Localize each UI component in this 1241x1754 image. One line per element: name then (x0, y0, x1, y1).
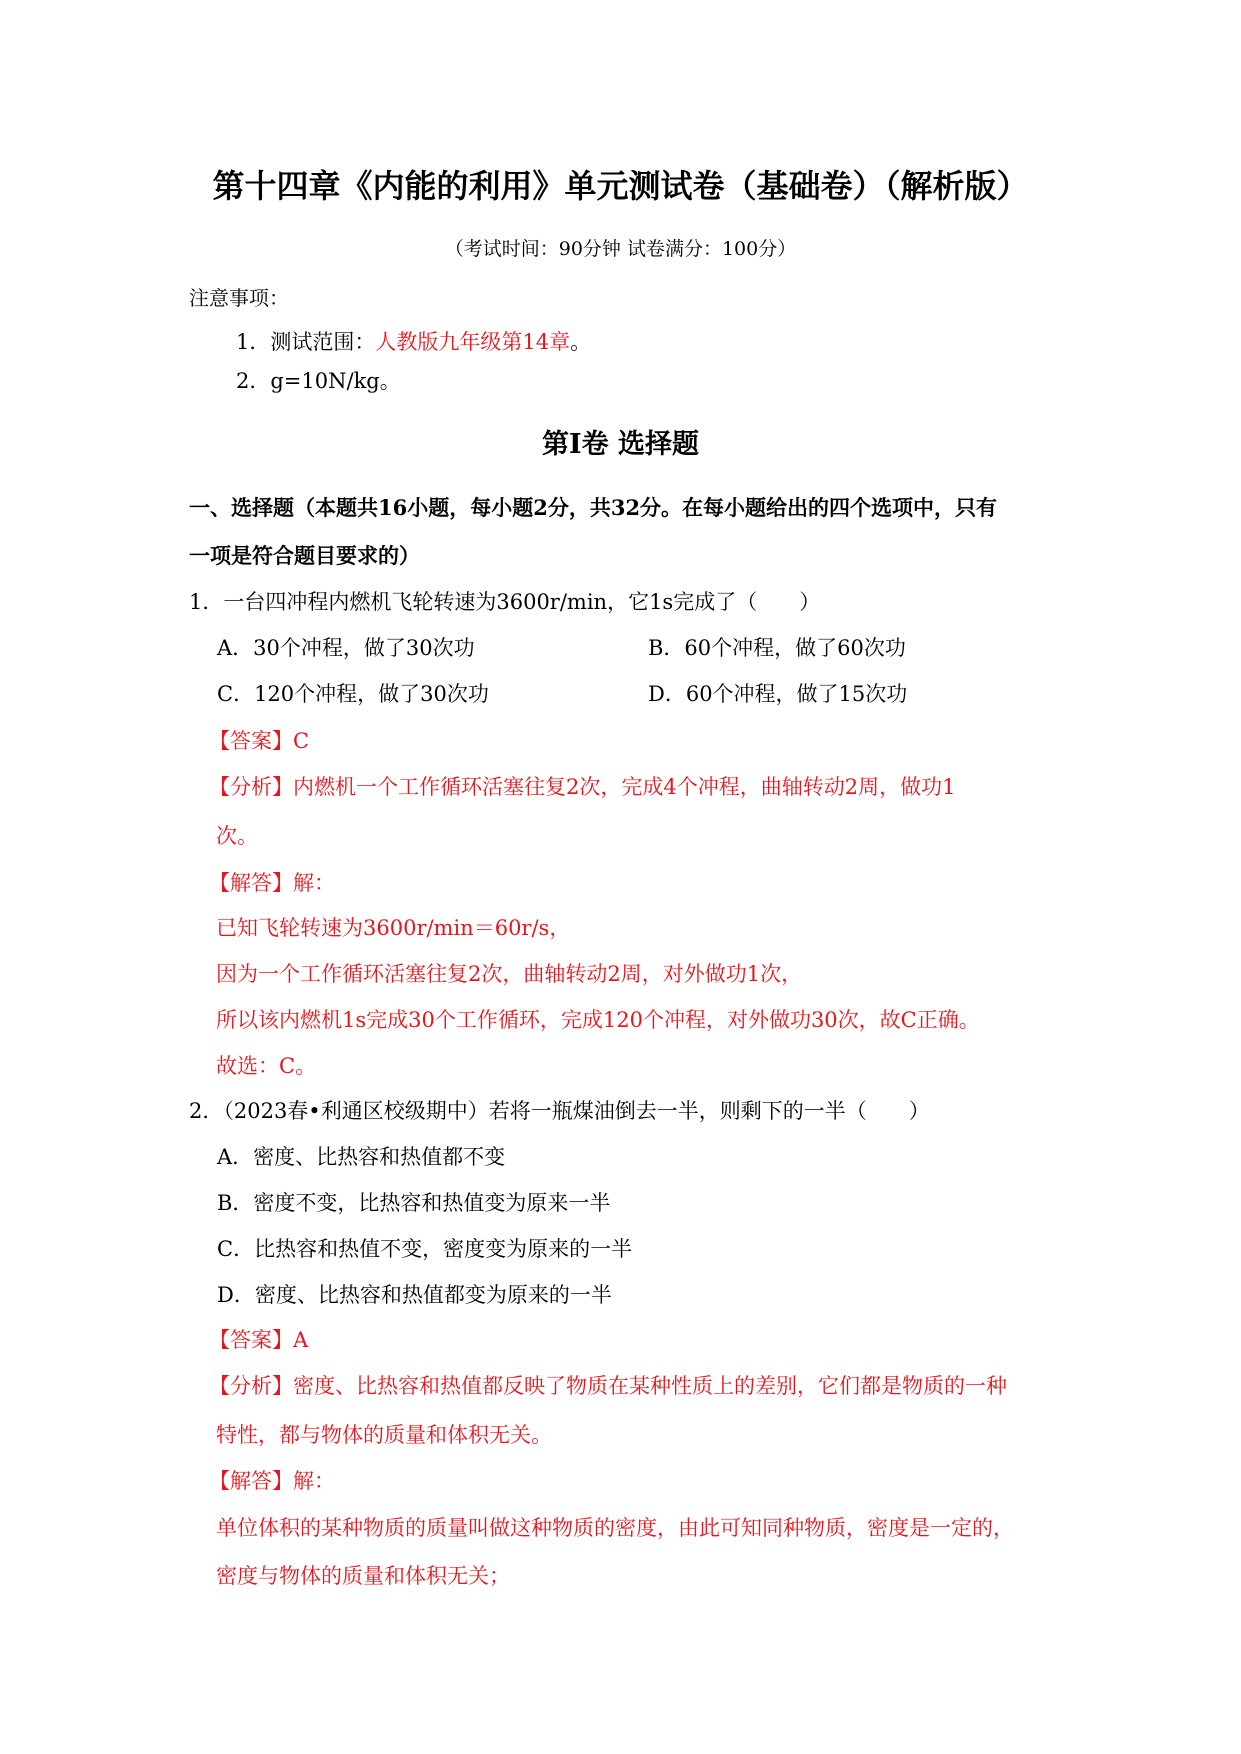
q1-solution-label: 【解答】解： (209, 871, 335, 895)
notice-label: 注意事项： (189, 286, 289, 310)
q2-solution-line-2: 密度与物体的质量和体积无关； (216, 1564, 510, 1588)
q2-option-b: B．密度不变，比热容和热值变为原来一半 (217, 1191, 611, 1215)
section-heading-line-2: 一项是符合题目要求的） (189, 543, 420, 568)
notice-item-2: 2．g=10N/kg。 (236, 369, 401, 393)
notice-item-1-suffix: 。 (570, 330, 592, 354)
notice-item-1-highlight: 人教版九年级第14章 (375, 330, 571, 354)
q2-stem: 2．（2023春•利通区校级期中）若将一瓶煤油倒去一半，则剩下的一半（ ） (189, 1099, 930, 1123)
q1-solution-line-4: 故选：C。 (216, 1054, 317, 1078)
q1-answer: 【答案】C (209, 729, 310, 753)
q2-analysis-line-2: 特性，都与物体的质量和体积无关。 (216, 1423, 552, 1447)
section-title: 第Ⅰ卷 选择题 (541, 429, 700, 460)
q2-option-d: D．密度、比热容和热值都变为原来的一半 (217, 1283, 612, 1307)
document-title: 第十四章《内能的利用》单元测试卷（基础卷）（解析版） (212, 167, 1029, 205)
q2-option-a: A．密度、比热容和热值都不变 (217, 1145, 506, 1169)
q1-solution-line-2: 因为一个工作循环活塞往复2次，曲轴转动2周，对外做功1次， (216, 962, 803, 986)
q2-solution-label: 【解答】解： (209, 1469, 335, 1493)
q2-solution-line-1: 单位体积的某种物质的质量叫做这种物质的密度，由此可知同种物质，密度是一定的， (216, 1516, 1014, 1540)
q2-answer: 【答案】A (209, 1328, 309, 1352)
q1-analysis-line-2: 次。 (216, 824, 258, 848)
q1-solution-line-3: 所以该内燃机1s完成30个工作循环，完成120个冲程，对外做功30次，故C正确。 (216, 1008, 980, 1032)
q1-option-b: B．60个冲程，做了60次功 (648, 636, 906, 660)
q1-solution-line-1: 已知飞轮转速为3600r/min＝60r/s， (216, 916, 571, 940)
q2-analysis-line-1: 【分析】密度、比热容和热值都反映了物质在某种性质上的差别，它们都是物质的一种 (209, 1374, 1007, 1398)
q1-option-a: A．30个冲程，做了30次功 (217, 636, 475, 660)
q1-option-c: C．120个冲程，做了30次功 (217, 682, 489, 706)
section-heading-line-1: 一、选择题（本题共16小题，每小题2分，共32分。在每小题给出的四个选项中，只有 (189, 495, 998, 520)
q1-stem: 1．一台四冲程内燃机飞轮转速为3600r/min，它1s完成了（ ） (189, 590, 821, 614)
exam-info: （考试时间：90分钟 试卷满分：100分） (444, 238, 797, 260)
q1-option-d: D．60个冲程，做了15次功 (648, 682, 908, 706)
q2-option-c: C．比热容和热值不变，密度变为原来的一半 (217, 1237, 633, 1261)
q1-analysis-line-1: 【分析】内燃机一个工作循环活塞往复2次，完成4个冲程，曲轴转动2周，做功1 (209, 775, 956, 799)
notice-item-1 (236, 328, 591, 356)
notice-item-1-prefix: 1．测试范围： (236, 330, 376, 354)
